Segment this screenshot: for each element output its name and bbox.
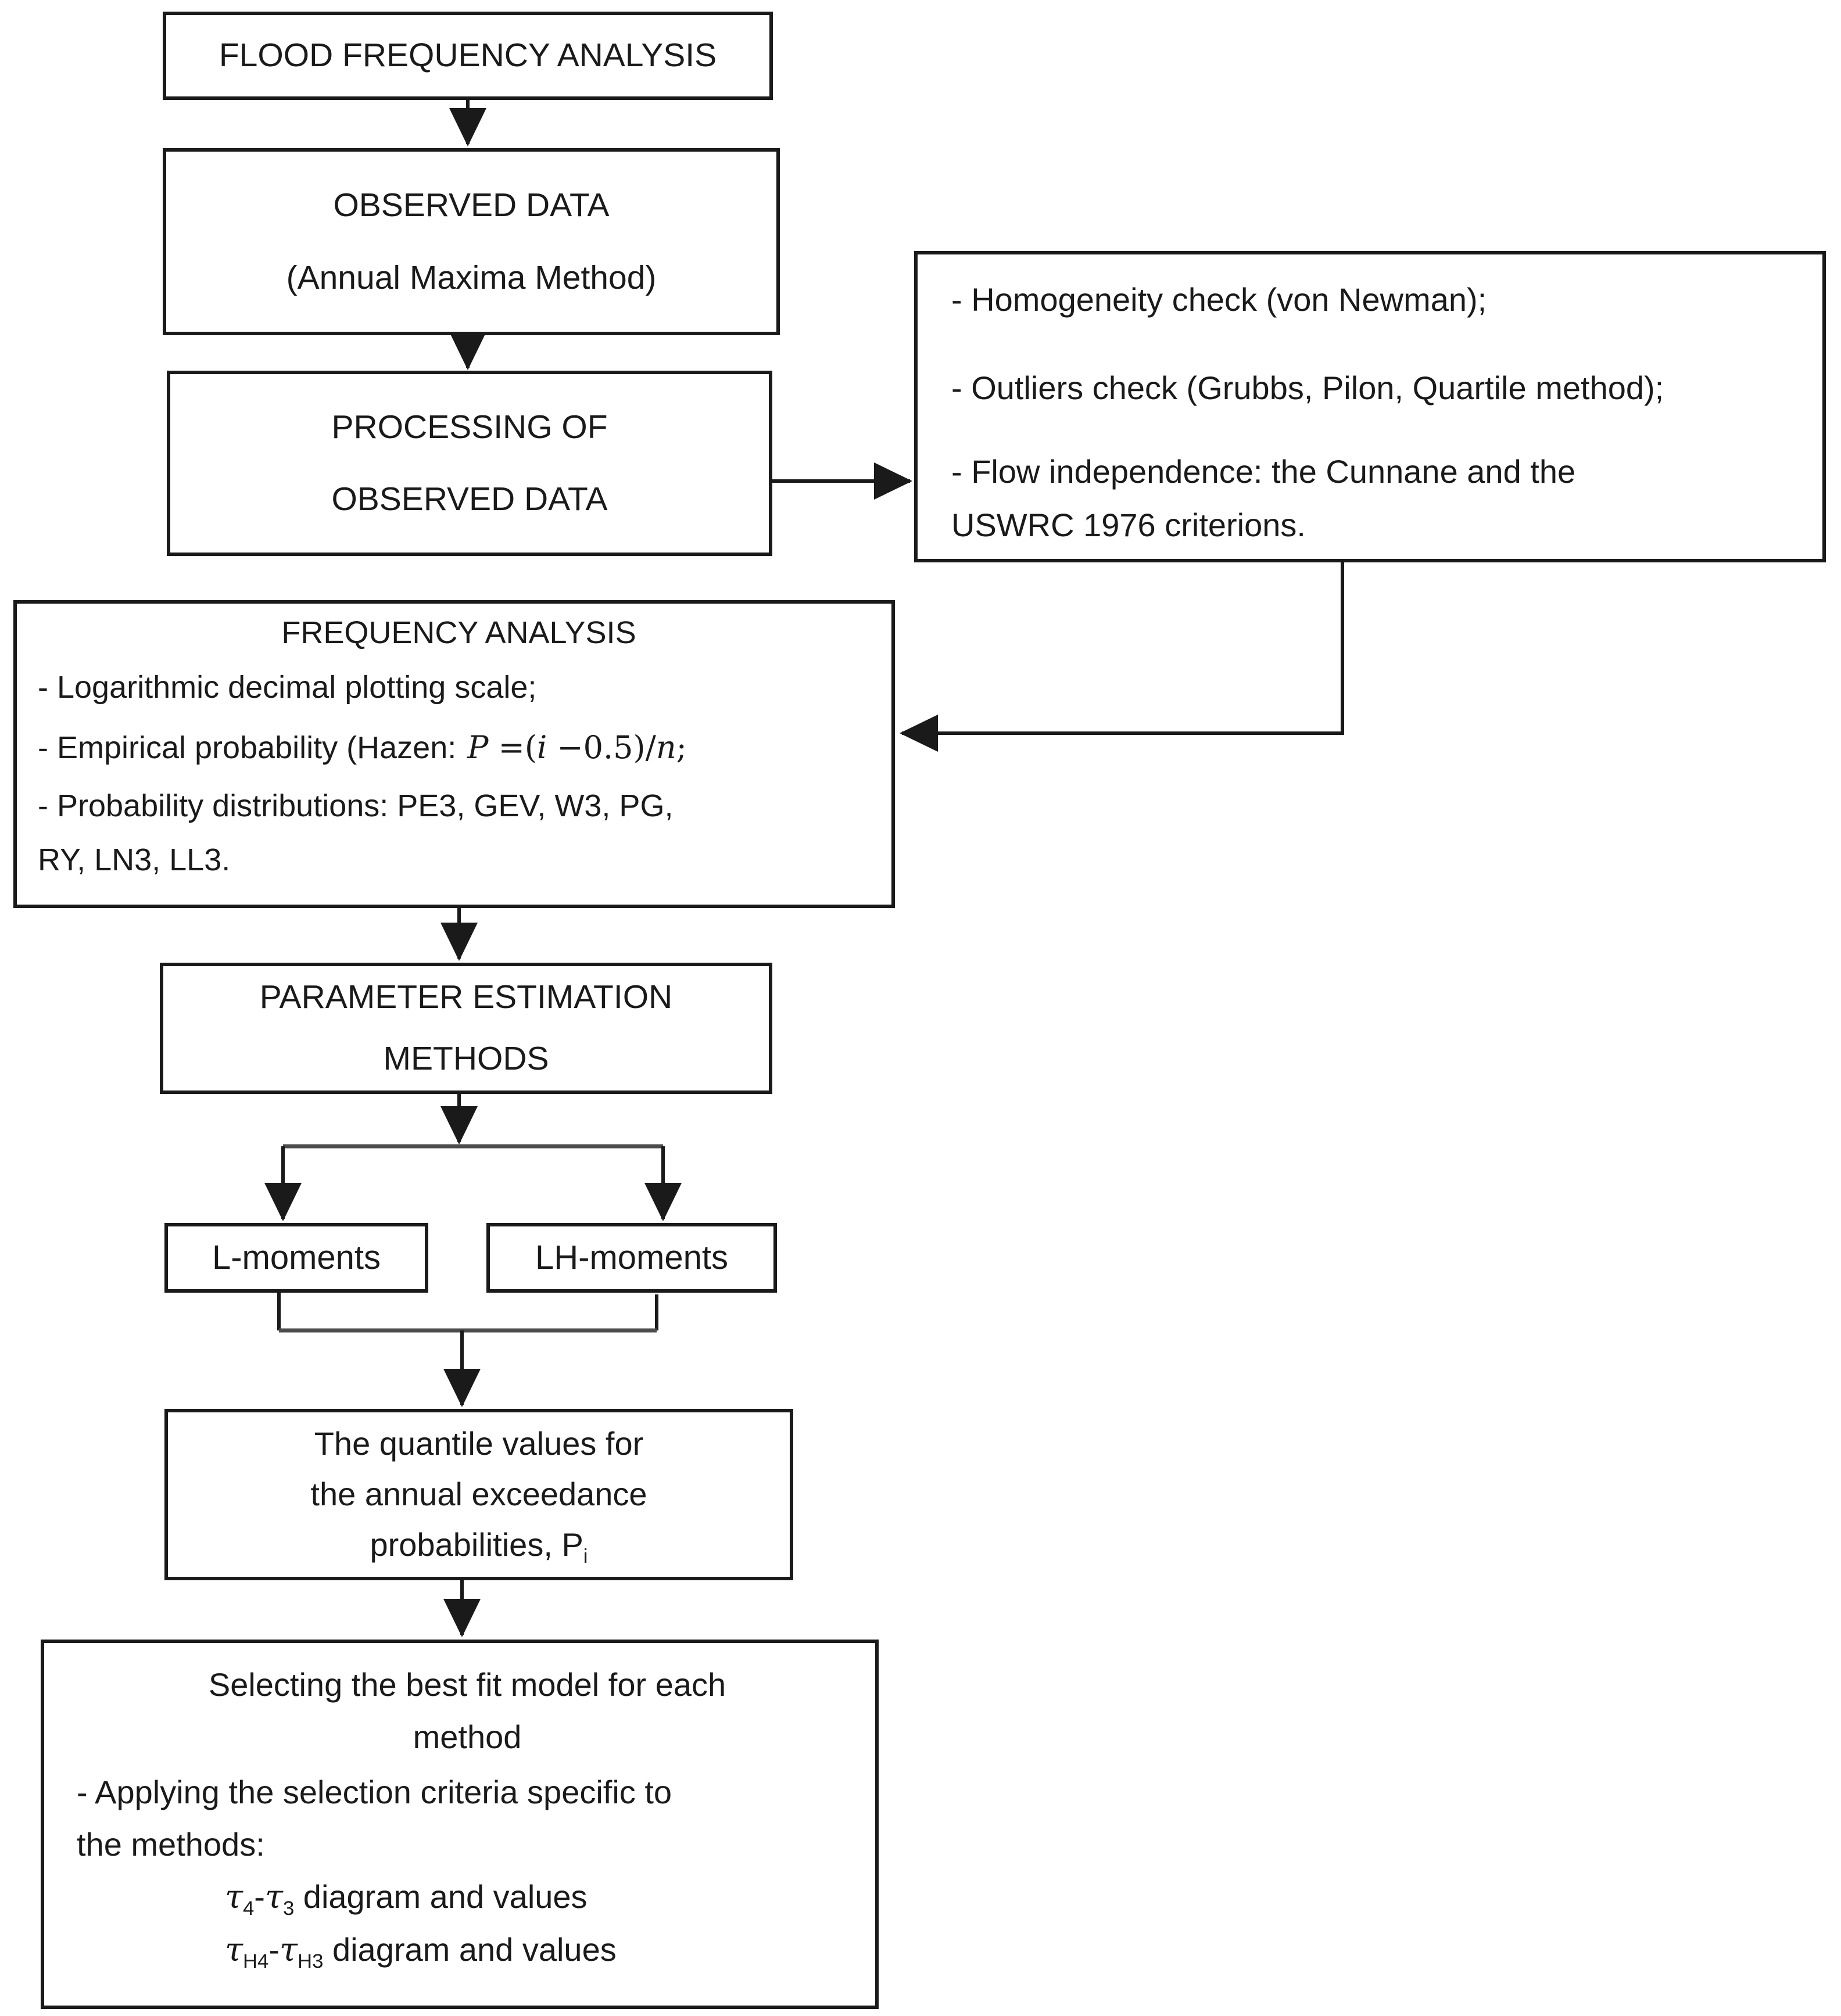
selecting-criteria-line: - Applying the selection criteria specific to bbox=[77, 1774, 672, 1810]
tau-symbol: τ bbox=[225, 1878, 243, 1916]
tau-symbol: τ bbox=[225, 1931, 243, 1969]
selecting-criteria-line-cont: the methods: bbox=[77, 1826, 265, 1863]
tau-sub-3: 3 bbox=[282, 1897, 295, 1920]
node-flood-frequency-analysis bbox=[163, 12, 773, 100]
processing-line1: PROCESSING OF bbox=[331, 408, 608, 446]
frequency-empirical-probability bbox=[38, 730, 880, 765]
frequency-log-scale: - Logarithmic decimal plotting scale; bbox=[38, 670, 537, 705]
parameter-line2: METHODS bbox=[383, 1040, 549, 1077]
tau-symbol: τ bbox=[264, 1878, 283, 1916]
frequency-distributions: - Probability distributions: PE3, GEV, W3, PG, bbox=[38, 788, 674, 823]
formula-semicolon: ; bbox=[676, 729, 687, 766]
tau-sub-4: 4 bbox=[242, 1897, 255, 1920]
arrow-checks-to-frequency bbox=[902, 562, 1342, 733]
tau4-tau3-diagram-line bbox=[77, 1878, 858, 1920]
node-lh-moments bbox=[486, 1223, 777, 1293]
node-selecting-best-fit bbox=[41, 1640, 879, 2009]
tau1-rest: diagram and values bbox=[294, 1878, 588, 1915]
frequency-empirical-prefix: - Empirical probability (Hazen: bbox=[38, 730, 457, 765]
formula-eq: =( bbox=[488, 729, 537, 766]
processing-line2: OBSERVED DATA bbox=[331, 480, 608, 518]
tau2-rest: diagram and values bbox=[323, 1931, 617, 1968]
quantile-line3-prefix: probabilities, P bbox=[370, 1526, 583, 1563]
tau-sub-H4: H4 bbox=[242, 1950, 269, 1973]
quantile-line1: The quantile values for bbox=[314, 1425, 644, 1462]
node-frequency-analysis bbox=[13, 600, 895, 908]
quantile-line3 bbox=[370, 1526, 588, 1568]
tau-sub-H3: H3 bbox=[298, 1950, 324, 1973]
frequency-distributions-cont: RY, LN3, LL3. bbox=[38, 842, 231, 877]
formula-n: n bbox=[656, 729, 676, 766]
hazen-formula bbox=[467, 729, 687, 766]
formula-minus: −0.5 bbox=[547, 729, 633, 766]
formula-P: P bbox=[467, 729, 489, 766]
lh-moments-label: LH-moments bbox=[535, 1238, 728, 1276]
node-data-checks bbox=[914, 251, 1826, 562]
node-flood-title: FLOOD FREQUENCY ANALYSIS bbox=[219, 37, 717, 74]
node-quantile-values bbox=[164, 1409, 793, 1580]
observed-line2: (Annual Maxima Method) bbox=[286, 259, 657, 296]
checks-flow-independence: - Flow independence: the Cunnane and the bbox=[951, 453, 1576, 490]
node-observed-data bbox=[163, 148, 780, 335]
tau-symbol: τ bbox=[280, 1931, 298, 1969]
node-l-moments bbox=[164, 1223, 428, 1293]
formula-close: )/ bbox=[633, 729, 656, 766]
formula-i: i bbox=[536, 729, 547, 766]
selecting-line2: method bbox=[413, 1719, 522, 1755]
parameter-line1: PARAMETER ESTIMATION bbox=[259, 978, 673, 1016]
l-moments-label: L-moments bbox=[212, 1238, 381, 1276]
observed-line1: OBSERVED DATA bbox=[333, 186, 610, 224]
tau-dash: - bbox=[254, 1878, 265, 1915]
quantile-line2: the annual exceedance bbox=[310, 1476, 647, 1513]
tau-dash: - bbox=[268, 1931, 280, 1968]
checks-outliers: - Outliers check (Grubbs, Pilon, Quartile method); bbox=[951, 370, 1664, 406]
node-processing-observed-data bbox=[167, 371, 772, 556]
frequency-title: FREQUENCY ANALYSIS bbox=[281, 615, 636, 650]
quantile-subscript-i: i bbox=[583, 1545, 588, 1568]
checks-homogeneity: - Homogeneity check (von Newman); bbox=[951, 281, 1487, 318]
tauH4-tauH3-diagram-line bbox=[77, 1931, 858, 1973]
checks-flow-independence-cont: USWRC 1976 criterions. bbox=[951, 507, 1306, 543]
node-parameter-estimation-methods bbox=[160, 963, 772, 1094]
selecting-line1: Selecting the best fit model for each bbox=[208, 1666, 726, 1703]
